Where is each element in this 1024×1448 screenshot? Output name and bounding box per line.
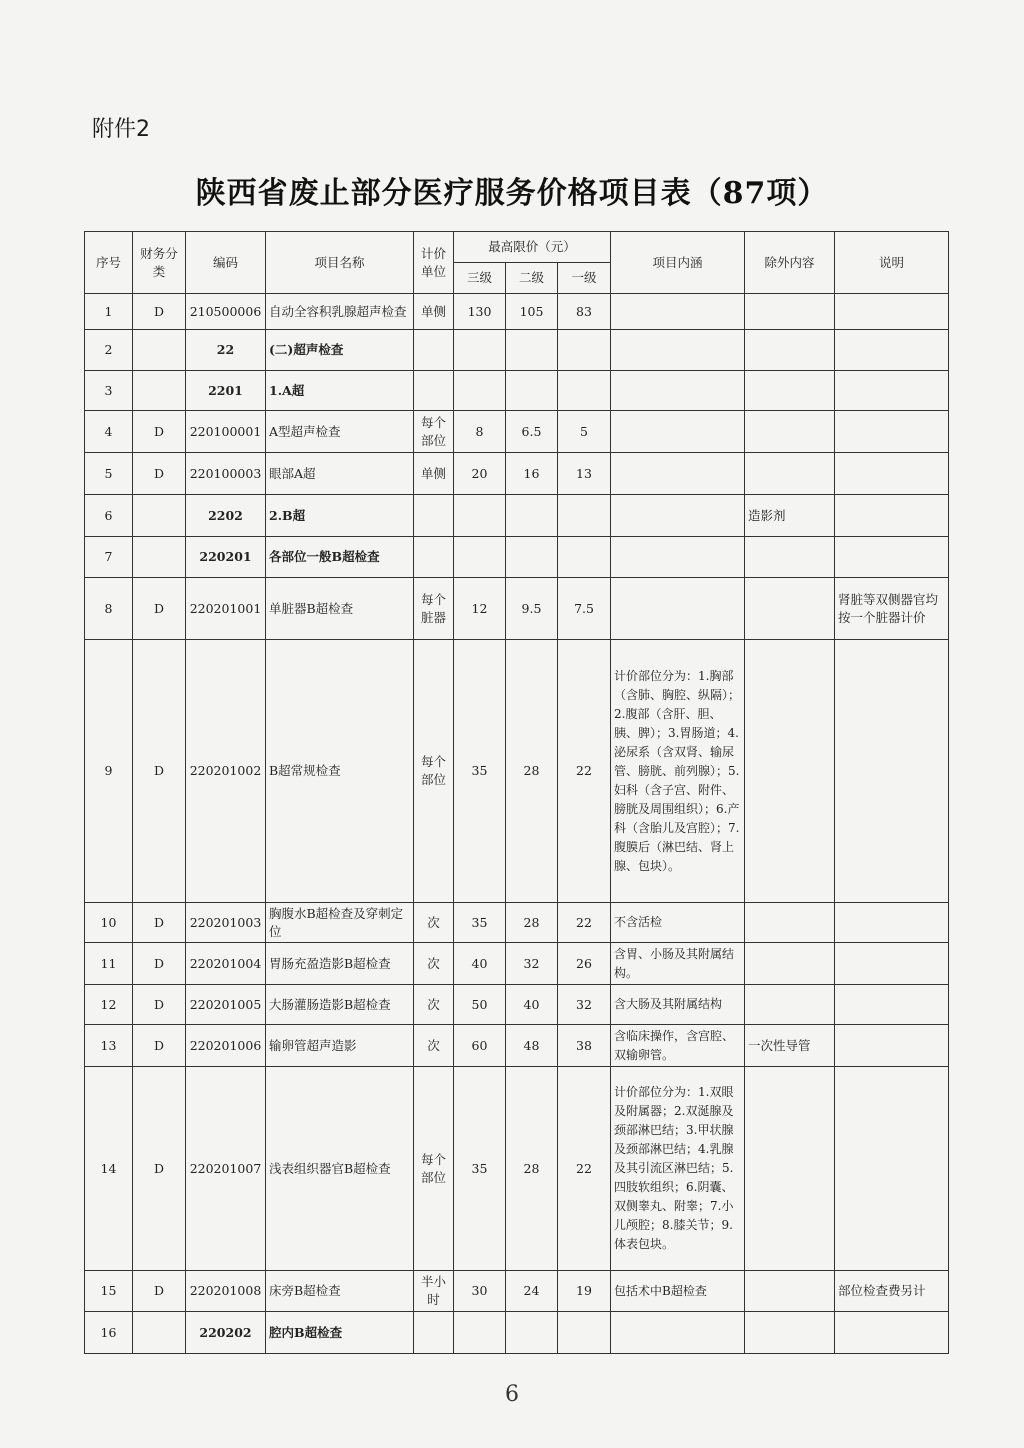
table-row xyxy=(85,1271,949,1312)
cell-exclusion xyxy=(745,411,835,453)
header-seq: 序号 xyxy=(85,232,133,294)
cell-unit: 半小时 xyxy=(414,1271,454,1312)
cell-seq: 12 xyxy=(85,985,133,1025)
cell-seq: 6 xyxy=(85,495,133,537)
cell-seq: 13 xyxy=(85,1025,133,1067)
cell-category xyxy=(133,495,186,537)
cell-name: 胸腹水B超检查及穿刺定位 xyxy=(266,903,414,943)
cell-category: D xyxy=(133,411,186,453)
cell-category: D xyxy=(133,294,186,330)
cell-seq: 14 xyxy=(85,1067,133,1271)
cell-name: (二)超声检查 xyxy=(266,330,414,371)
cell-note xyxy=(835,537,949,578)
cell-price-level3: 12 xyxy=(454,578,506,640)
cell-exclusion xyxy=(745,371,835,411)
cell-seq: 11 xyxy=(85,943,133,985)
cell-price-level1 xyxy=(558,330,611,371)
cell-note xyxy=(835,294,949,330)
cell-price-level1: 32 xyxy=(558,985,611,1025)
page-title: 陕西省废止部分医疗服务价格项目表（87项） xyxy=(195,176,829,211)
cell-price-level3 xyxy=(454,537,506,578)
cell-exclusion xyxy=(745,1271,835,1312)
cell-price-level3: 130 xyxy=(454,294,506,330)
cell-seq: 8 xyxy=(85,578,133,640)
cell-category: D xyxy=(133,1271,186,1312)
cell-category: D xyxy=(133,943,186,985)
cell-price-level3: 40 xyxy=(454,943,506,985)
cell-price-level3: 50 xyxy=(454,985,506,1025)
cell-exclusion xyxy=(745,1312,835,1354)
cell-price-level2: 40 xyxy=(506,985,558,1025)
cell-unit: 次 xyxy=(414,1025,454,1067)
cell-exclusion xyxy=(745,453,835,495)
cell-price-level2: 48 xyxy=(506,1025,558,1067)
cell-content xyxy=(611,495,745,537)
cell-price-level1: 22 xyxy=(558,903,611,943)
cell-code: 220201008 xyxy=(186,1271,266,1312)
cell-price-level1: 5 xyxy=(558,411,611,453)
cell-category xyxy=(133,330,186,371)
cell-note xyxy=(835,1025,949,1067)
table-row xyxy=(85,495,949,537)
cell-name: 单脏器B超检查 xyxy=(266,578,414,640)
cell-unit: 次 xyxy=(414,985,454,1025)
cell-content xyxy=(611,330,745,371)
cell-content: 含胃、小肠及其附属结构。 xyxy=(611,943,745,985)
cell-code: 220201005 xyxy=(186,985,266,1025)
cell-name: 眼部A超 xyxy=(266,453,414,495)
cell-content: 包括术中B超检查 xyxy=(611,1271,745,1312)
header-level1: 一级 xyxy=(558,263,611,294)
cell-price-level3: 35 xyxy=(454,640,506,903)
cell-content xyxy=(611,294,745,330)
cell-seq: 2 xyxy=(85,330,133,371)
cell-name: 2.B超 xyxy=(266,495,414,537)
cell-note xyxy=(835,985,949,1025)
cell-unit: 每个部位 xyxy=(414,411,454,453)
cell-category: D xyxy=(133,453,186,495)
attachment-label: 附件2 xyxy=(92,117,150,142)
cell-price-level2: 28 xyxy=(506,1067,558,1271)
table-row xyxy=(85,453,949,495)
cell-price-level2 xyxy=(506,495,558,537)
cell-name: 胃肠充盈造影B超检查 xyxy=(266,943,414,985)
table-row xyxy=(85,943,949,985)
cell-name: 1.A超 xyxy=(266,371,414,411)
cell-price-level3: 20 xyxy=(454,453,506,495)
price-table xyxy=(84,231,949,1354)
cell-price-level3: 8 xyxy=(454,411,506,453)
cell-code: 220202 xyxy=(186,1312,266,1354)
cell-category xyxy=(133,371,186,411)
cell-name: 床旁B超检查 xyxy=(266,1271,414,1312)
cell-category: D xyxy=(133,903,186,943)
header-level3: 三级 xyxy=(454,263,506,294)
cell-code: 220100001 xyxy=(186,411,266,453)
cell-name: 腔内B超检查 xyxy=(266,1312,414,1354)
table-row xyxy=(85,411,949,453)
cell-note xyxy=(835,943,949,985)
cell-content: 含临床操作，含宫腔、双输卵管。 xyxy=(611,1025,745,1067)
cell-seq: 9 xyxy=(85,640,133,903)
table-row xyxy=(85,1025,949,1067)
cell-unit: 每个脏器 xyxy=(414,578,454,640)
cell-name: 各部位一般B超检查 xyxy=(266,537,414,578)
cell-unit xyxy=(414,495,454,537)
cell-name: 大肠灌肠造影B超检查 xyxy=(266,985,414,1025)
header-exclusion: 除外内容 xyxy=(745,232,835,294)
cell-exclusion xyxy=(745,903,835,943)
cell-unit: 次 xyxy=(414,943,454,985)
cell-price-level1 xyxy=(558,1312,611,1354)
cell-price-level3 xyxy=(454,495,506,537)
cell-price-level1: 83 xyxy=(558,294,611,330)
cell-unit xyxy=(414,537,454,578)
table-row xyxy=(85,371,949,411)
cell-code: 220201007 xyxy=(186,1067,266,1271)
header-name: 项目名称 xyxy=(266,232,414,294)
cell-content xyxy=(611,537,745,578)
cell-category: D xyxy=(133,1067,186,1271)
cell-exclusion: 造影剂 xyxy=(745,495,835,537)
cell-seq: 7 xyxy=(85,537,133,578)
cell-content xyxy=(611,453,745,495)
cell-content: 计价部位分为：1.双眼及附属器；2.双涎腺及颈部淋巴结；3.甲状腺及颈部淋巴结；4.乳腺及其引流区淋巴结；5.四肢软组织；6.阴囊、双侧睾丸、附睾；7.小儿颅腔；8.膝关节；9.体表包块。 xyxy=(611,1067,745,1271)
cell-content xyxy=(611,371,745,411)
cell-price-level1 xyxy=(558,537,611,578)
cell-code: 22 xyxy=(186,330,266,371)
cell-exclusion xyxy=(745,640,835,903)
cell-price-level1: 22 xyxy=(558,1067,611,1271)
cell-note xyxy=(835,411,949,453)
cell-category: D xyxy=(133,578,186,640)
cell-note xyxy=(835,903,949,943)
cell-exclusion: 一次性导管 xyxy=(745,1025,835,1067)
cell-seq: 15 xyxy=(85,1271,133,1312)
cell-price-level2: 16 xyxy=(506,453,558,495)
header-level2: 二级 xyxy=(506,263,558,294)
table-row xyxy=(85,330,949,371)
cell-seq: 4 xyxy=(85,411,133,453)
cell-unit xyxy=(414,371,454,411)
cell-price-level1: 19 xyxy=(558,1271,611,1312)
cell-exclusion xyxy=(745,294,835,330)
cell-note: 部位检查费另计 xyxy=(835,1271,949,1312)
cell-exclusion xyxy=(745,578,835,640)
cell-note xyxy=(835,453,949,495)
cell-content xyxy=(611,1312,745,1354)
cell-unit: 次 xyxy=(414,903,454,943)
cell-seq: 5 xyxy=(85,453,133,495)
cell-category xyxy=(133,1312,186,1354)
cell-exclusion xyxy=(745,985,835,1025)
cell-price-level3 xyxy=(454,371,506,411)
cell-note xyxy=(835,330,949,371)
cell-exclusion xyxy=(745,330,835,371)
cell-code: 220201001 xyxy=(186,578,266,640)
cell-content: 含大肠及其附属结构 xyxy=(611,985,745,1025)
table-row xyxy=(85,1312,949,1354)
cell-price-level2: 105 xyxy=(506,294,558,330)
cell-content: 不含活检 xyxy=(611,903,745,943)
table-row xyxy=(85,578,949,640)
cell-code: 2202 xyxy=(186,495,266,537)
table-row xyxy=(85,985,949,1025)
cell-unit xyxy=(414,1312,454,1354)
cell-seq: 1 xyxy=(85,294,133,330)
cell-name: B超常规检查 xyxy=(266,640,414,903)
cell-price-level1: 38 xyxy=(558,1025,611,1067)
cell-price-level2 xyxy=(506,330,558,371)
cell-price-level1: 22 xyxy=(558,640,611,903)
cell-code: 220201004 xyxy=(186,943,266,985)
cell-code: 220100003 xyxy=(186,453,266,495)
cell-note: 肾脏等双侧器官均按一个脏器计价 xyxy=(835,578,949,640)
header-max-price: 最高限价（元） xyxy=(454,232,611,263)
cell-exclusion xyxy=(745,537,835,578)
cell-price-level2: 9.5 xyxy=(506,578,558,640)
cell-name: A型超声检查 xyxy=(266,411,414,453)
header-unit: 计价单位 xyxy=(414,232,454,294)
cell-code: 220201003 xyxy=(186,903,266,943)
cell-category: D xyxy=(133,1025,186,1067)
table-row xyxy=(85,537,949,578)
cell-note xyxy=(835,1067,949,1271)
table-row xyxy=(85,903,949,943)
cell-price-level2 xyxy=(506,1312,558,1354)
cell-price-level3 xyxy=(454,1312,506,1354)
table-row xyxy=(85,294,949,330)
page-number: 6 xyxy=(505,1382,519,1407)
cell-exclusion xyxy=(745,943,835,985)
cell-category xyxy=(133,537,186,578)
cell-price-level1 xyxy=(558,371,611,411)
cell-code: 220201002 xyxy=(186,640,266,903)
cell-price-level1: 26 xyxy=(558,943,611,985)
cell-price-level1 xyxy=(558,495,611,537)
cell-price-level2: 28 xyxy=(506,640,558,903)
cell-price-level2: 28 xyxy=(506,903,558,943)
cell-price-level3: 30 xyxy=(454,1271,506,1312)
header-category: 财务分类 xyxy=(133,232,186,294)
cell-unit: 每个部位 xyxy=(414,640,454,903)
cell-price-level3: 60 xyxy=(454,1025,506,1067)
cell-price-level3: 35 xyxy=(454,1067,506,1271)
header-code: 编码 xyxy=(186,232,266,294)
cell-code: 2201 xyxy=(186,371,266,411)
table-row xyxy=(85,1067,949,1271)
header-content: 项目内涵 xyxy=(611,232,745,294)
cell-price-level3 xyxy=(454,330,506,371)
cell-price-level1: 13 xyxy=(558,453,611,495)
cell-unit: 每个部位 xyxy=(414,1067,454,1271)
header-note: 说明 xyxy=(835,232,949,294)
cell-exclusion xyxy=(745,1067,835,1271)
cell-content xyxy=(611,411,745,453)
cell-name: 浅表组织器官B超检查 xyxy=(266,1067,414,1271)
cell-note xyxy=(835,1312,949,1354)
cell-code: 220201 xyxy=(186,537,266,578)
cell-price-level2: 24 xyxy=(506,1271,558,1312)
cell-code: 210500006 xyxy=(186,294,266,330)
cell-note xyxy=(835,371,949,411)
cell-price-level2 xyxy=(506,371,558,411)
cell-category: D xyxy=(133,985,186,1025)
cell-unit: 单侧 xyxy=(414,453,454,495)
cell-name: 自动全容积乳腺超声检查 xyxy=(266,294,414,330)
cell-unit xyxy=(414,330,454,371)
cell-code: 220201006 xyxy=(186,1025,266,1067)
cell-name: 输卵管超声造影 xyxy=(266,1025,414,1067)
table-row xyxy=(85,640,949,903)
cell-price-level3: 35 xyxy=(454,903,506,943)
cell-note xyxy=(835,495,949,537)
cell-content xyxy=(611,578,745,640)
cell-price-level2 xyxy=(506,537,558,578)
cell-content: 计价部位分为：1.胸部（含肺、胸腔、纵隔）；2.腹部（含肝、胆、胰、脾）；3.胃肠道；4.泌尿系（含双肾、输尿管、膀胱、前列腺）；5.妇科（含子宫、附件、膀胱及周围组织）；6.产科（含胎儿及宫腔）；7.腹膜后（淋巴结、肾上腺、包块）。 xyxy=(611,640,745,903)
cell-price-level2: 6.5 xyxy=(506,411,558,453)
cell-price-level2: 32 xyxy=(506,943,558,985)
cell-unit: 单侧 xyxy=(414,294,454,330)
cell-category: D xyxy=(133,640,186,903)
cell-seq: 10 xyxy=(85,903,133,943)
cell-seq: 16 xyxy=(85,1312,133,1354)
cell-price-level1: 7.5 xyxy=(558,578,611,640)
cell-note xyxy=(835,640,949,903)
cell-seq: 3 xyxy=(85,371,133,411)
